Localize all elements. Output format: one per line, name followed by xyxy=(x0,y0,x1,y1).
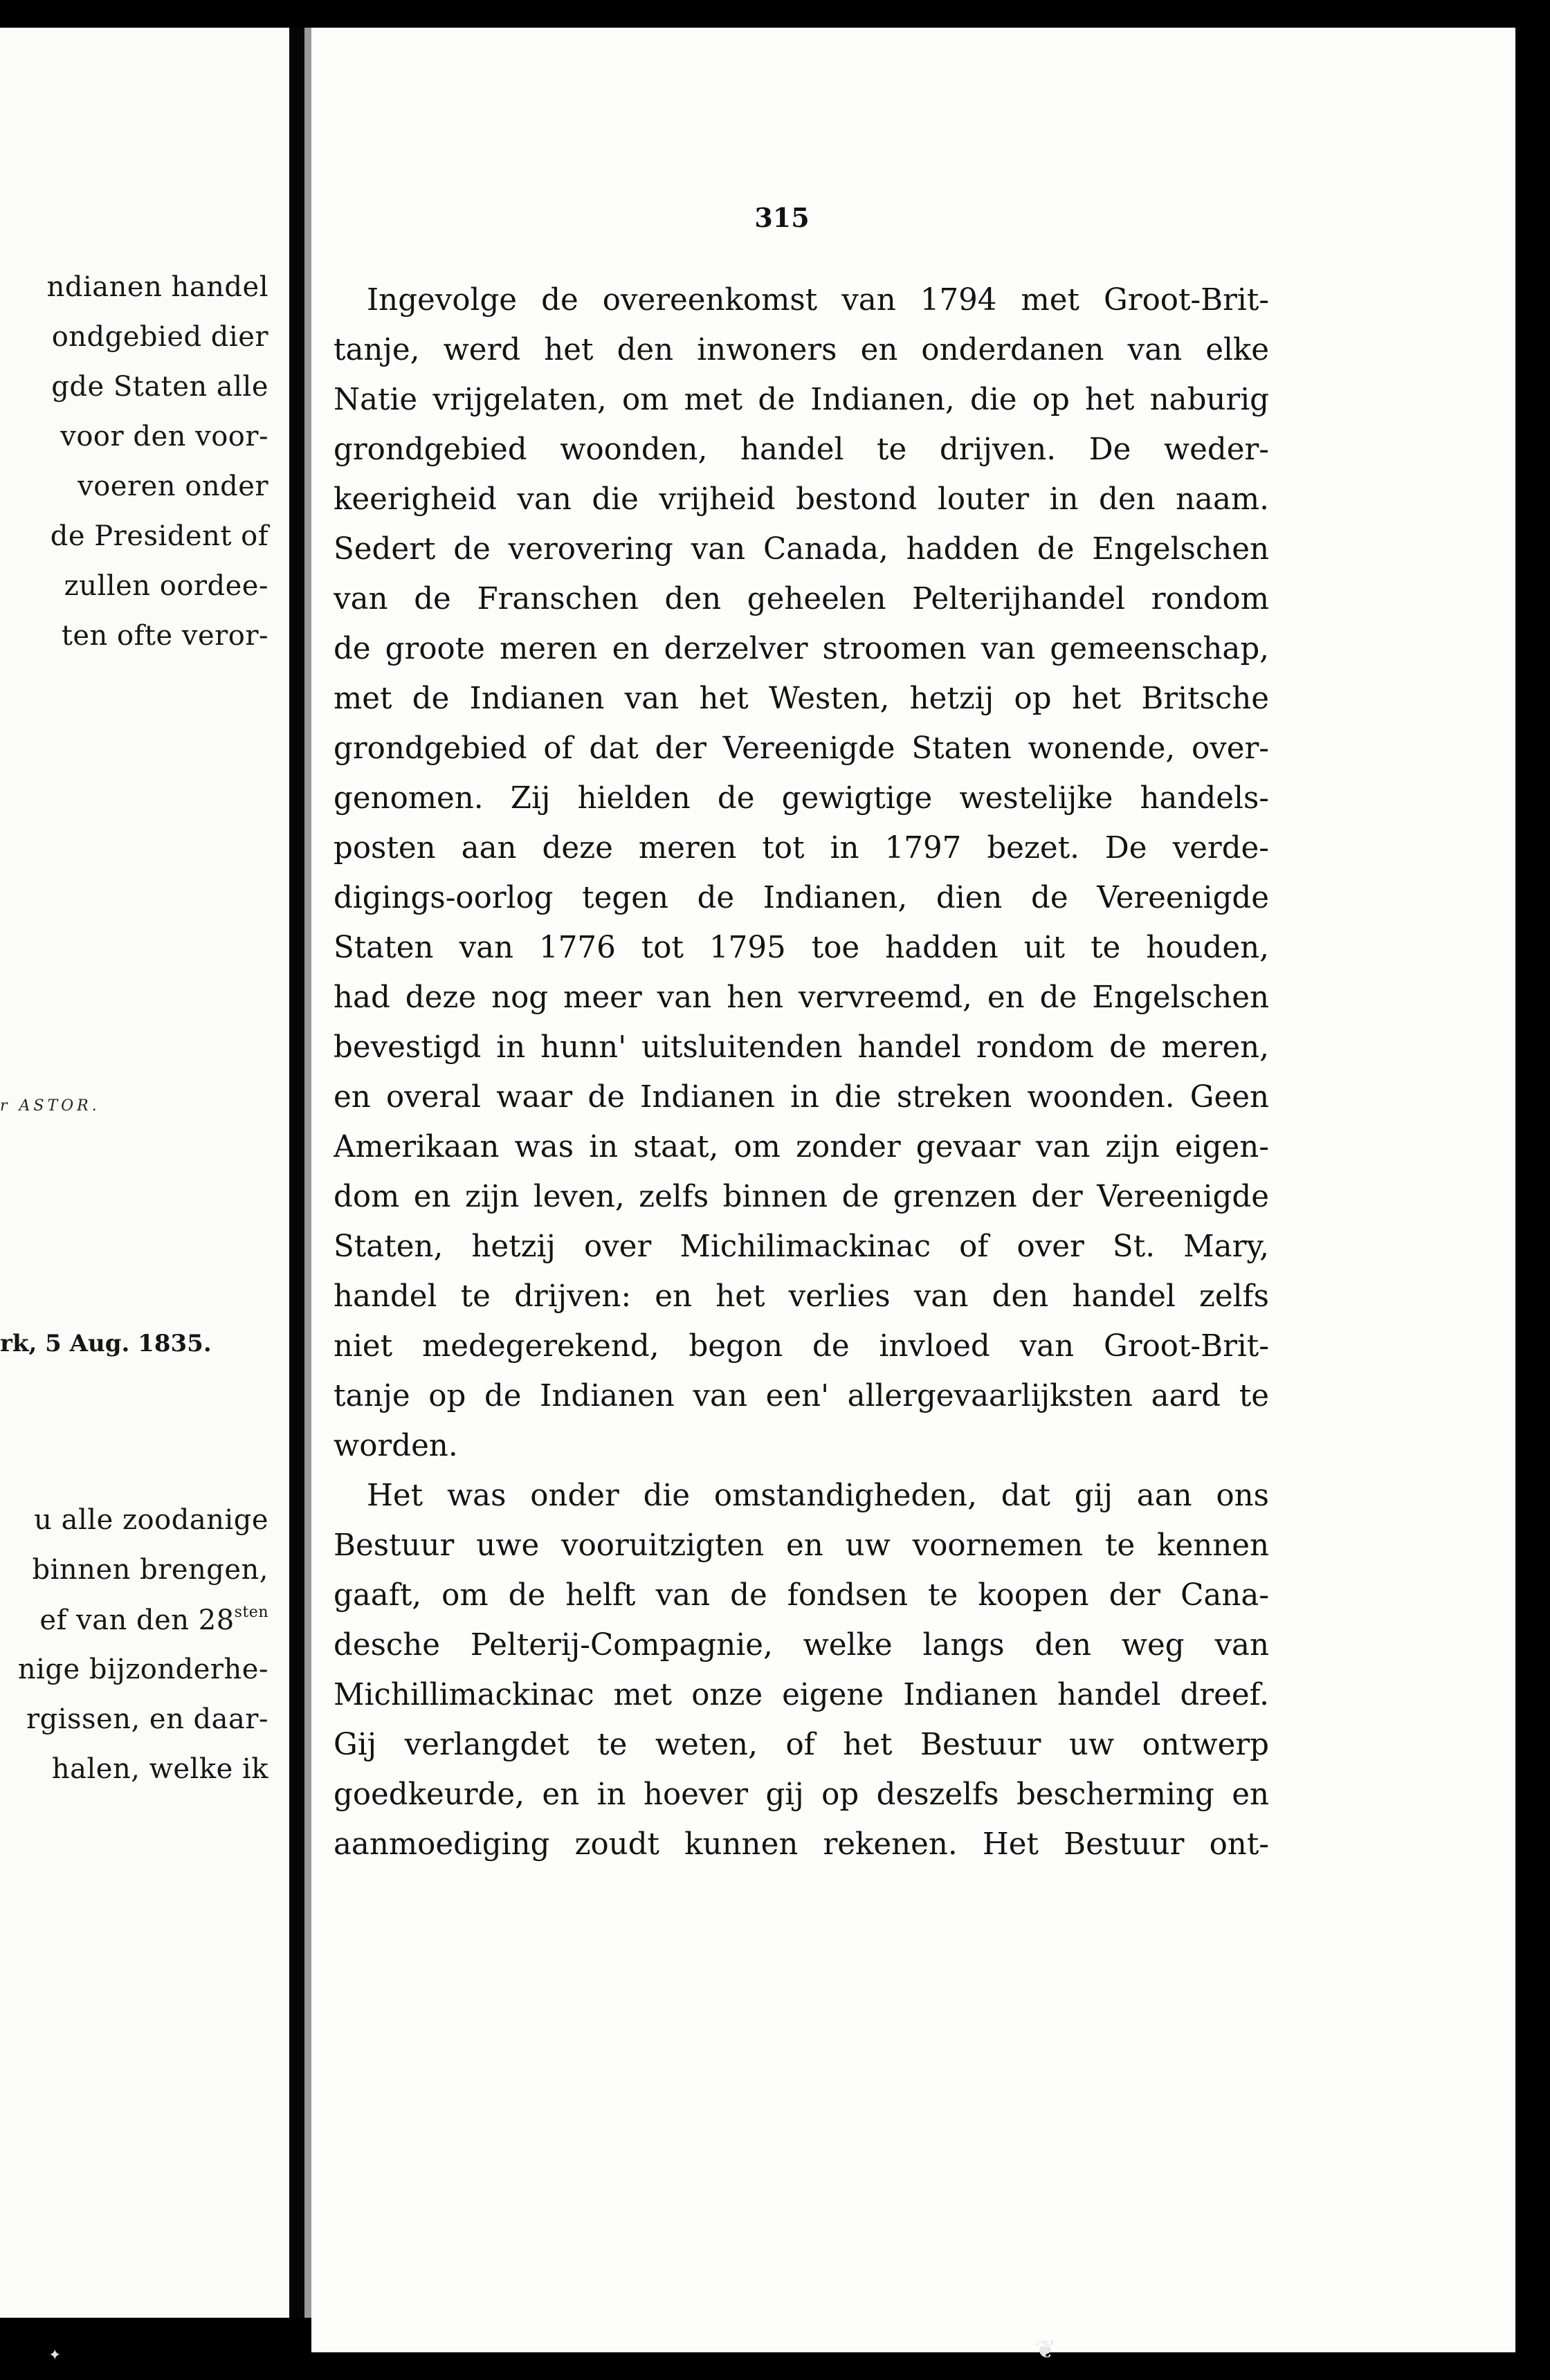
text-line: desche Pelterij-Compagnie, welke langs den weg van xyxy=(334,1628,1269,1663)
text-line: Gij verlangdet te weten, of het Bestuur uw ontwerp xyxy=(334,1728,1269,1762)
text-line: posten aan deze meren tot in 1797 bezet. De verde- xyxy=(334,831,1269,866)
paragraph-2 xyxy=(334,1471,1269,1869)
left-page-line: binnen brengen, xyxy=(32,1554,268,1586)
left-page-signature: r ASTOR. xyxy=(0,1097,100,1115)
text-line: van de Franschen den geheelen Pelterijhandel rondom xyxy=(334,582,1269,616)
text-line: de groote meren en derzelver stroomen van gemeenschap, xyxy=(334,632,1269,666)
text-line: grondgebied woonden, handel te drijven. De weder- xyxy=(334,432,1269,467)
left-page-line: ondgebied dier xyxy=(51,321,268,353)
text-line: Amerikaan was in staat, om zonder gevaar van zijn eigen- xyxy=(334,1130,1269,1164)
text-line: met de Indianen van het Westen, hetzij op het Britsche xyxy=(334,681,1269,716)
page-number: 315 xyxy=(754,202,810,233)
text-line: Ingevolge de overeenkomst van 1794 met Groot-Brit- xyxy=(367,283,1269,318)
page-body-text xyxy=(334,275,1269,1869)
left-page-line: gde Staten alle xyxy=(51,371,268,403)
text-line: tanje, werd het den inwoners en onderdanen van elke xyxy=(334,333,1269,367)
text-line: Natie vrijgelaten, om met de Indianen, die op het naburig xyxy=(334,383,1269,417)
text-line: Het was onder die omstandigheden, dat gij aan ons xyxy=(367,1479,1269,1513)
left-page xyxy=(0,28,289,2318)
page-edge xyxy=(304,28,311,2318)
text-line: Staten van 1776 tot 1795 toe hadden uit te houden, xyxy=(334,931,1269,965)
text-line: niet medegerekend, begon de invloed van Groot-Brit- xyxy=(334,1329,1269,1364)
left-page-line: rgissen, en daar- xyxy=(26,1703,268,1735)
text-line: grondgebied of dat der Vereenigde Staten wonende, over- xyxy=(334,731,1269,766)
text-line: tanje op de Indianen van een' allergevaarlijksten aard te xyxy=(334,1379,1269,1413)
left-page-line: nige bijzonderhe- xyxy=(17,1654,268,1685)
text-line: bevestigd in hunn' uitsluitenden handel rondom de meren, xyxy=(334,1030,1269,1065)
text-line: aanmoediging zoudt kunnen rekenen. Het Bestuur ont- xyxy=(334,1827,1269,1862)
text-line: en overal waar de Indianen in die streken woonden. Geen xyxy=(334,1080,1269,1115)
scan-speck: ✦ xyxy=(48,2347,62,2364)
left-page-superscript: sten xyxy=(234,1604,268,1621)
left-page-line: ndianen handel xyxy=(46,271,268,303)
text-line: handel te drijven: en het verlies van den handel zelfs xyxy=(334,1279,1269,1314)
book-gutter xyxy=(289,28,304,2318)
text-line: gaaft, om de helft van de fondsen te koopen der Cana- xyxy=(334,1578,1269,1613)
left-page-line: zullen oordee- xyxy=(64,570,268,602)
text-line: digings-oorlog tegen de Indianen, dien de Vereenigde xyxy=(334,881,1269,915)
left-page-line-text: ef van den 28 xyxy=(39,1604,235,1636)
text-line: keerigheid van die vrijheid bestond louter in den naam. xyxy=(334,482,1269,517)
text-line: dom en zijn leven, zelfs binnen de grenzen der Vereenigde xyxy=(334,1180,1269,1214)
left-page-line: voor den voor- xyxy=(60,421,268,452)
right-page xyxy=(311,28,1515,2352)
scan-speck: ❦ xyxy=(1035,2336,1057,2364)
left-page-line: u alle zoodanige xyxy=(34,1504,268,1536)
left-page-line: voeren onder xyxy=(78,470,268,502)
text-line: Bestuur uwe vooruitzigten en uw voornemen te kennen xyxy=(334,1528,1269,1563)
text-line: goedkeurde, en in hoever gij op deszelfs bescherming en xyxy=(334,1777,1269,1812)
left-page-line: halen, welke ik xyxy=(51,1753,268,1785)
left-page-line: de President of xyxy=(50,520,268,552)
text-line: Staten, hetzij over Michilimackinac of over St. Mary, xyxy=(334,1229,1269,1264)
left-page-date: rk, 5 Aug. 1835. xyxy=(0,1330,212,1357)
text-line: Sedert de verovering van Canada, hadden de Engelschen xyxy=(334,532,1269,567)
left-page-line: ten ofte veror- xyxy=(61,620,268,652)
text-line: had deze nog meer van hen vervreemd, en de Engelschen xyxy=(334,980,1269,1015)
text-line: genomen. Zij hielden de gewigtige westelijke handels- xyxy=(334,781,1269,816)
paragraph-1 xyxy=(334,275,1269,1471)
text-line: Michillimackinac met onze eigene Indianen handel dreef. xyxy=(334,1678,1269,1712)
text-line: worden. xyxy=(334,1429,458,1463)
left-page-line-with-superscript xyxy=(39,1604,268,1636)
